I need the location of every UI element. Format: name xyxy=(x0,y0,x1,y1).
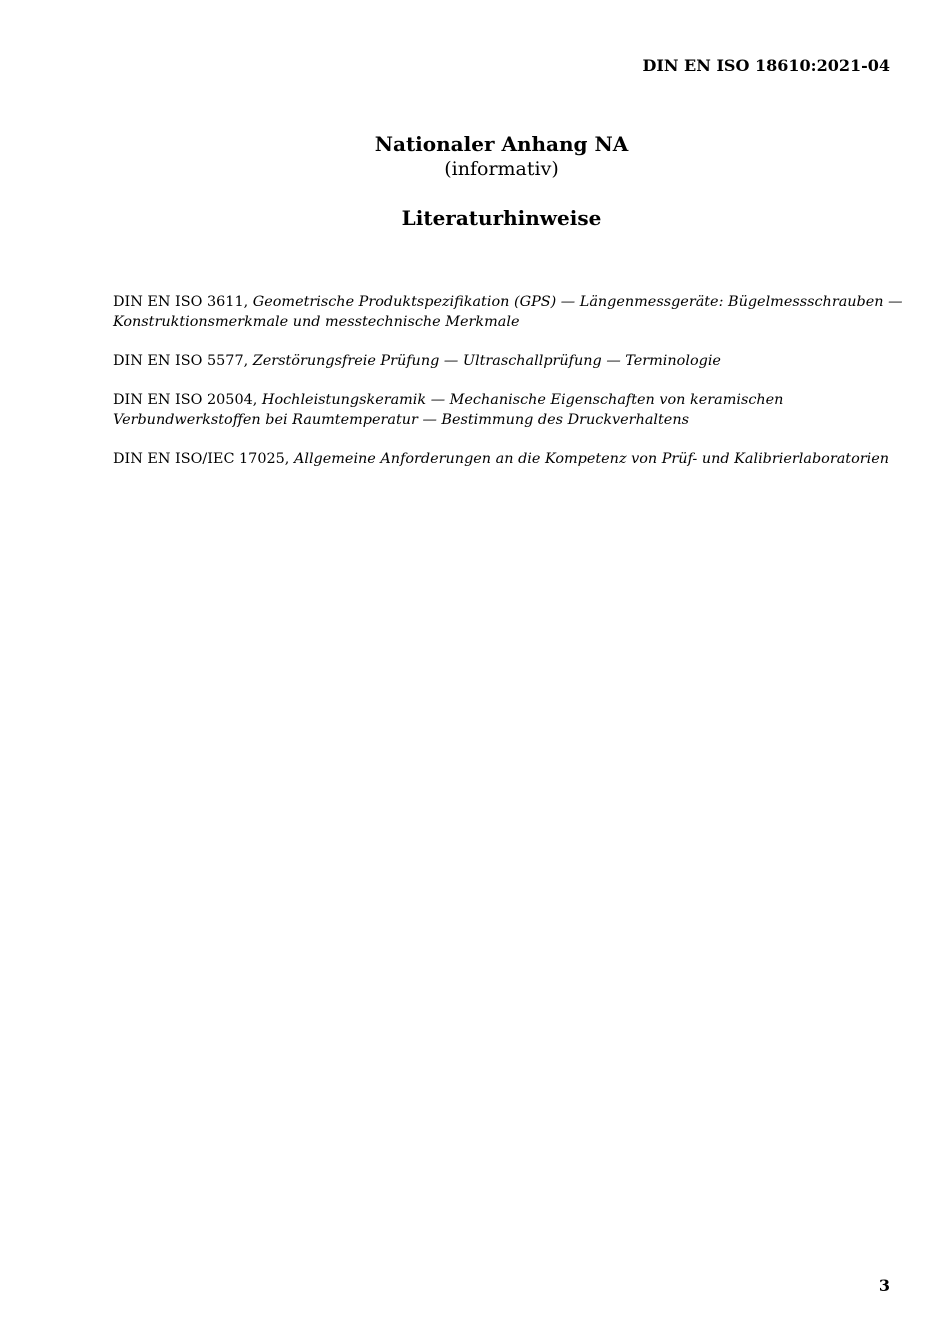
reference-number: DIN EN ISO 3611, xyxy=(113,294,253,310)
document-identifier: DIN EN ISO 18610:2021-04 xyxy=(642,56,890,75)
reference-item xyxy=(113,390,903,430)
bibliography-heading: Literaturhinweise xyxy=(401,206,602,230)
annex-title: Nationaler Anhang NA xyxy=(374,132,629,156)
reference-item xyxy=(113,351,903,371)
reference-number: DIN EN ISO 5577, xyxy=(113,353,253,369)
reference-number: DIN EN ISO/IEC 17025, xyxy=(113,451,294,467)
reference-list xyxy=(113,292,903,488)
reference-title: Zerstörungsfreie Prüfung — Ultraschallprüfung — Terminologie xyxy=(252,353,721,369)
reference-number: DIN EN ISO 20504, xyxy=(113,392,262,408)
reference-item xyxy=(113,449,903,469)
annex-status: (informativ) xyxy=(444,158,559,180)
page-number: 3 xyxy=(878,1276,890,1295)
reference-title: Allgemeine Anforderungen an die Kompetenz von Prüf- und Kalibrierlaboratorien xyxy=(293,451,889,467)
reference-title: Geometrische Produktspezifikation (GPS) — Längenmessgeräte: Bügelmessschrauben — Konstruktionsmerkmale und messtechnische Merkmale xyxy=(113,294,903,330)
reference-item xyxy=(113,292,903,332)
reference-title: Hochleistungskeramik — Mechanische Eigenschaften von keramischen Verbundwerkstoffen bei Raumtemperatur — Bestimmung des Druckverhaltens xyxy=(113,392,784,428)
